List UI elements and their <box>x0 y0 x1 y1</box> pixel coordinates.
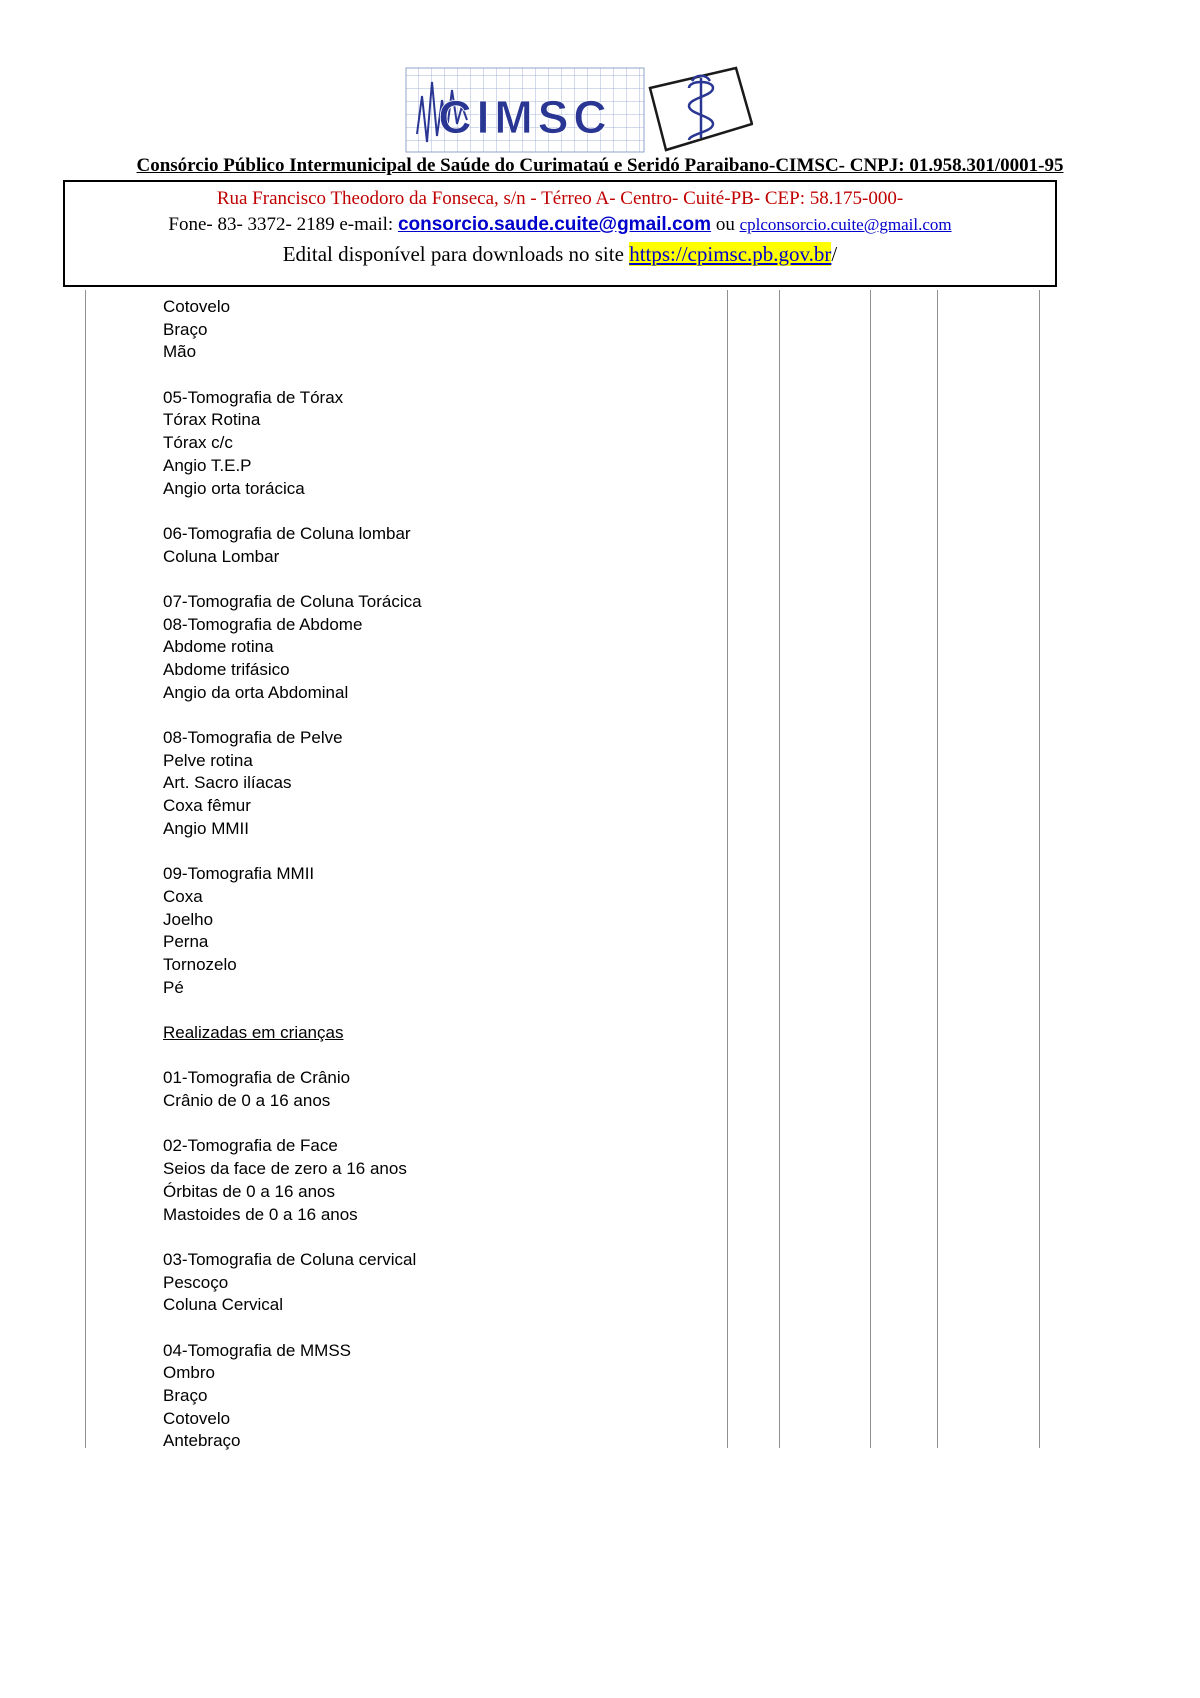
procedure-line: Braço <box>163 1386 208 1405</box>
procedure-line <box>163 500 723 523</box>
procedure-line: Abdome rotina <box>163 637 274 657</box>
procedure-line: Coluna Cervical <box>163 1295 283 1315</box>
contact-box <box>63 180 1057 287</box>
logo-text: CIMSC <box>438 91 612 143</box>
procedure-line: 01-Tomografia de Crânio <box>163 1068 351 1088</box>
procedure-line: Coluna Lombar <box>163 546 280 566</box>
procedure-line <box>163 999 723 1022</box>
procedure-line <box>163 1045 723 1068</box>
cimsc-logo-graphic <box>405 62 753 158</box>
procedure-line: Angio da orta Abdominal <box>163 682 349 702</box>
procedure-line: Cotovelo <box>163 297 231 316</box>
procedure-line <box>163 1113 723 1136</box>
procedure-line <box>163 1317 723 1340</box>
table-column-divider <box>870 290 871 1448</box>
procedure-line: 07-Tomografia de Coluna Torácica <box>163 591 422 611</box>
address-line: Rua Francisco Theodoro da Fonseca, s/n - Térreo A- Centro- Cuité-PB- CEP: 58.175-000- <box>216 188 904 209</box>
procedure-line: Seios da face de zero a 16 anos <box>163 1159 407 1179</box>
procedure-line: Abdome trifásico <box>163 660 290 679</box>
procedure-line: 05-Tomografia de Tórax <box>163 387 344 407</box>
procedure-line: Antebraço <box>163 1431 241 1451</box>
procedure-line: Crânio de 0 a 16 anos <box>163 1091 331 1111</box>
procedure-line: Angio orta torácica <box>163 478 305 498</box>
procedure-line: Ombro <box>163 1363 215 1383</box>
procedure-line: Mão <box>163 342 197 362</box>
procedure-line: Órbitas de 0 a 16 anos <box>163 1181 336 1201</box>
edital-line <box>65 238 1055 270</box>
cimsc-logo <box>405 62 753 158</box>
procedure-line: 02-Tomografia de Face <box>163 1136 338 1156</box>
procedure-line: Pescoço <box>163 1272 229 1292</box>
procedure-line: Pé <box>163 977 184 997</box>
table-column-divider <box>937 290 938 1448</box>
procedure-line: Joelho <box>163 909 214 929</box>
procedure-line: Tórax Rotina <box>163 410 261 430</box>
procedure-line: Angio T.E.P <box>163 455 252 475</box>
email-separator: ou <box>711 214 740 235</box>
phone-email-prefix: Fone- 83- 3372- 2189 e-mail: <box>168 214 398 235</box>
procedure-line: Mastoides de 0 a 16 anos <box>163 1204 358 1224</box>
procedure-line <box>163 364 723 387</box>
table-column-divider <box>779 290 780 1448</box>
procedure-line: 04-Tomografia de MMSS <box>163 1340 352 1360</box>
procedure-line: Realizadas em crianças <box>163 1023 344 1042</box>
procedure-line <box>163 568 723 591</box>
document-title: Consórcio Público Intermunicipal de Saúde do Curimataú e Seridó Paraibano-CIMSC- CNPJ: 01.958.301/0001-95 <box>136 155 1064 176</box>
edital-suffix: / <box>831 242 838 266</box>
procedure-line: Coxa <box>163 886 203 906</box>
edital-site-link[interactable]: https://cpimsc.pb.gov.br <box>629 242 832 266</box>
phone-email-line <box>65 211 1055 238</box>
procedure-list <box>163 296 723 1453</box>
procedure-line: Perna <box>163 932 209 952</box>
procedures-table <box>85 290 1040 1451</box>
procedure-line: Cotovelo <box>163 1408 231 1428</box>
procedure-line: Tórax c/c <box>163 433 233 453</box>
edital-prefix: Edital disponível para downloads no site <box>282 242 630 266</box>
procedure-line: 06-Tomografia de Coluna lombar <box>163 523 411 543</box>
email-link-primary[interactable]: consorcio.saude.cuite@gmail.com <box>397 214 712 235</box>
procedure-line: Braço <box>163 319 208 339</box>
procedure-line: 09-Tomografia MMII <box>163 864 315 884</box>
procedure-line: Tornozelo <box>163 954 237 974</box>
email-link-secondary[interactable]: cplconsorcio.cuite@gmail.com <box>739 215 952 234</box>
procedure-line: Pelve rotina <box>163 750 253 770</box>
procedure-line: 08-Tomografia de Pelve <box>163 728 343 748</box>
procedure-line: 03-Tomografia de Coluna cervical <box>163 1249 417 1269</box>
procedure-line: 08-Tomografia de Abdome <box>163 614 363 634</box>
procedure-line <box>163 1226 723 1249</box>
procedure-line: Art. Sacro ilíacas <box>163 773 292 793</box>
procedure-line: Coxa fêmur <box>163 796 251 816</box>
table-column-divider <box>727 290 728 1448</box>
procedure-line <box>163 704 723 727</box>
procedure-line: Angio MMII <box>163 818 249 838</box>
procedure-line <box>163 841 723 864</box>
